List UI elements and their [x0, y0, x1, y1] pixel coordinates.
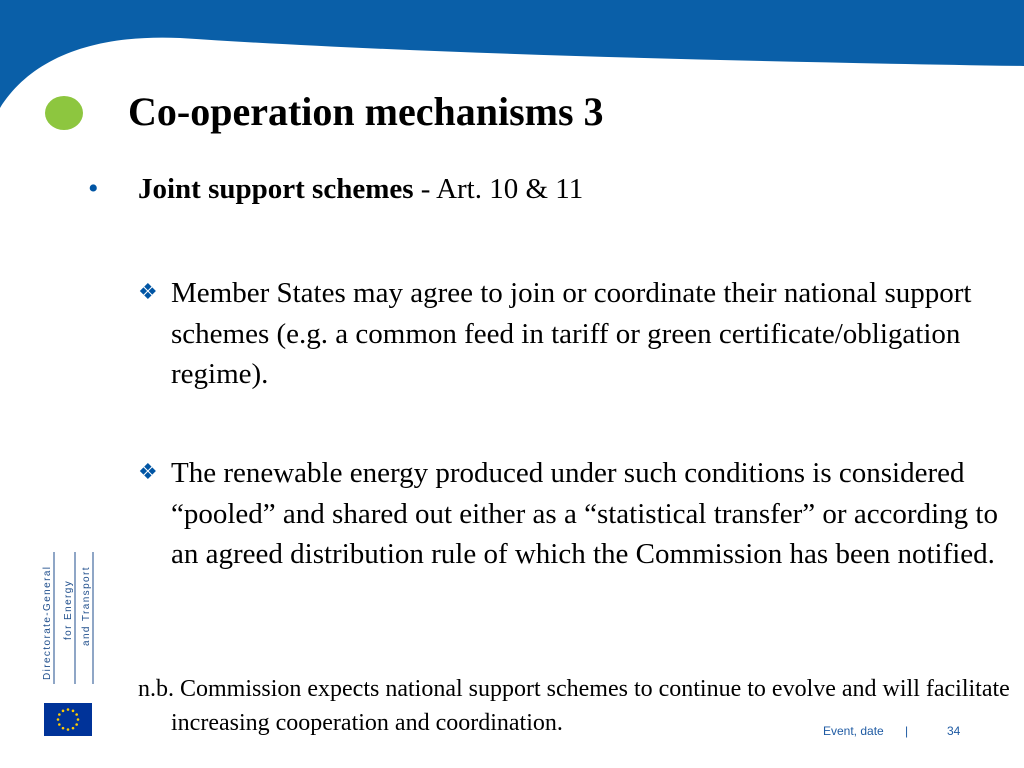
logo-line-2: for Energy: [63, 579, 74, 640]
eu-star: [58, 723, 61, 726]
slide-title: Co-operation mechanisms 3: [128, 89, 604, 134]
eu-flag-icon: [44, 703, 92, 736]
eu-star: [62, 727, 65, 730]
eu-star: [67, 728, 70, 731]
eu-star: [57, 718, 60, 721]
footer-event-date: Event, date: [823, 724, 884, 738]
eu-star: [62, 710, 65, 713]
footer-page-number: 34: [947, 724, 961, 738]
subpoint-text: Member States may agree to join or coordinate their national support schemes (e.g. a common feed in tariff or green certificate/obligation regime).: [171, 277, 972, 390]
bullet-dot-icon: •: [88, 172, 99, 205]
eu-star: [67, 708, 70, 711]
bullet-rest-text: - Art. 10 & 11: [413, 173, 584, 205]
subpoint-text: The renewable energy produced under such conditions is considered “pooled” and shared out either as a “statistical transfer” or according to an agreed distribution rule of which the Commission has been notified.: [171, 457, 998, 570]
subpoint-1: [138, 272, 1011, 395]
eu-star: [72, 727, 75, 730]
eu-star: [77, 718, 80, 721]
eu-star: [75, 723, 78, 726]
diamond-bullet-icon: ❖: [138, 279, 158, 304]
logo-line-1: Directorate-General: [42, 565, 53, 680]
title-bullet-dot: [45, 96, 83, 130]
diamond-bullet-icon: ❖: [138, 459, 158, 484]
dg-energy-transport-logo: [40, 550, 96, 690]
bullet-bold-text: Joint support schemes: [138, 173, 414, 205]
eu-star: [72, 710, 75, 713]
main-bullet: [88, 172, 583, 206]
subpoint-2: [138, 452, 1011, 575]
footer-separator: |: [905, 724, 909, 738]
nb-note: n.b. Commission expects national support schemes to continue to evolve and will facilitate increasing cooperation and coordination.: [138, 676, 1010, 736]
logo-line-3: and Transport: [81, 566, 92, 646]
eu-star: [58, 713, 61, 716]
eu-star: [75, 713, 78, 716]
